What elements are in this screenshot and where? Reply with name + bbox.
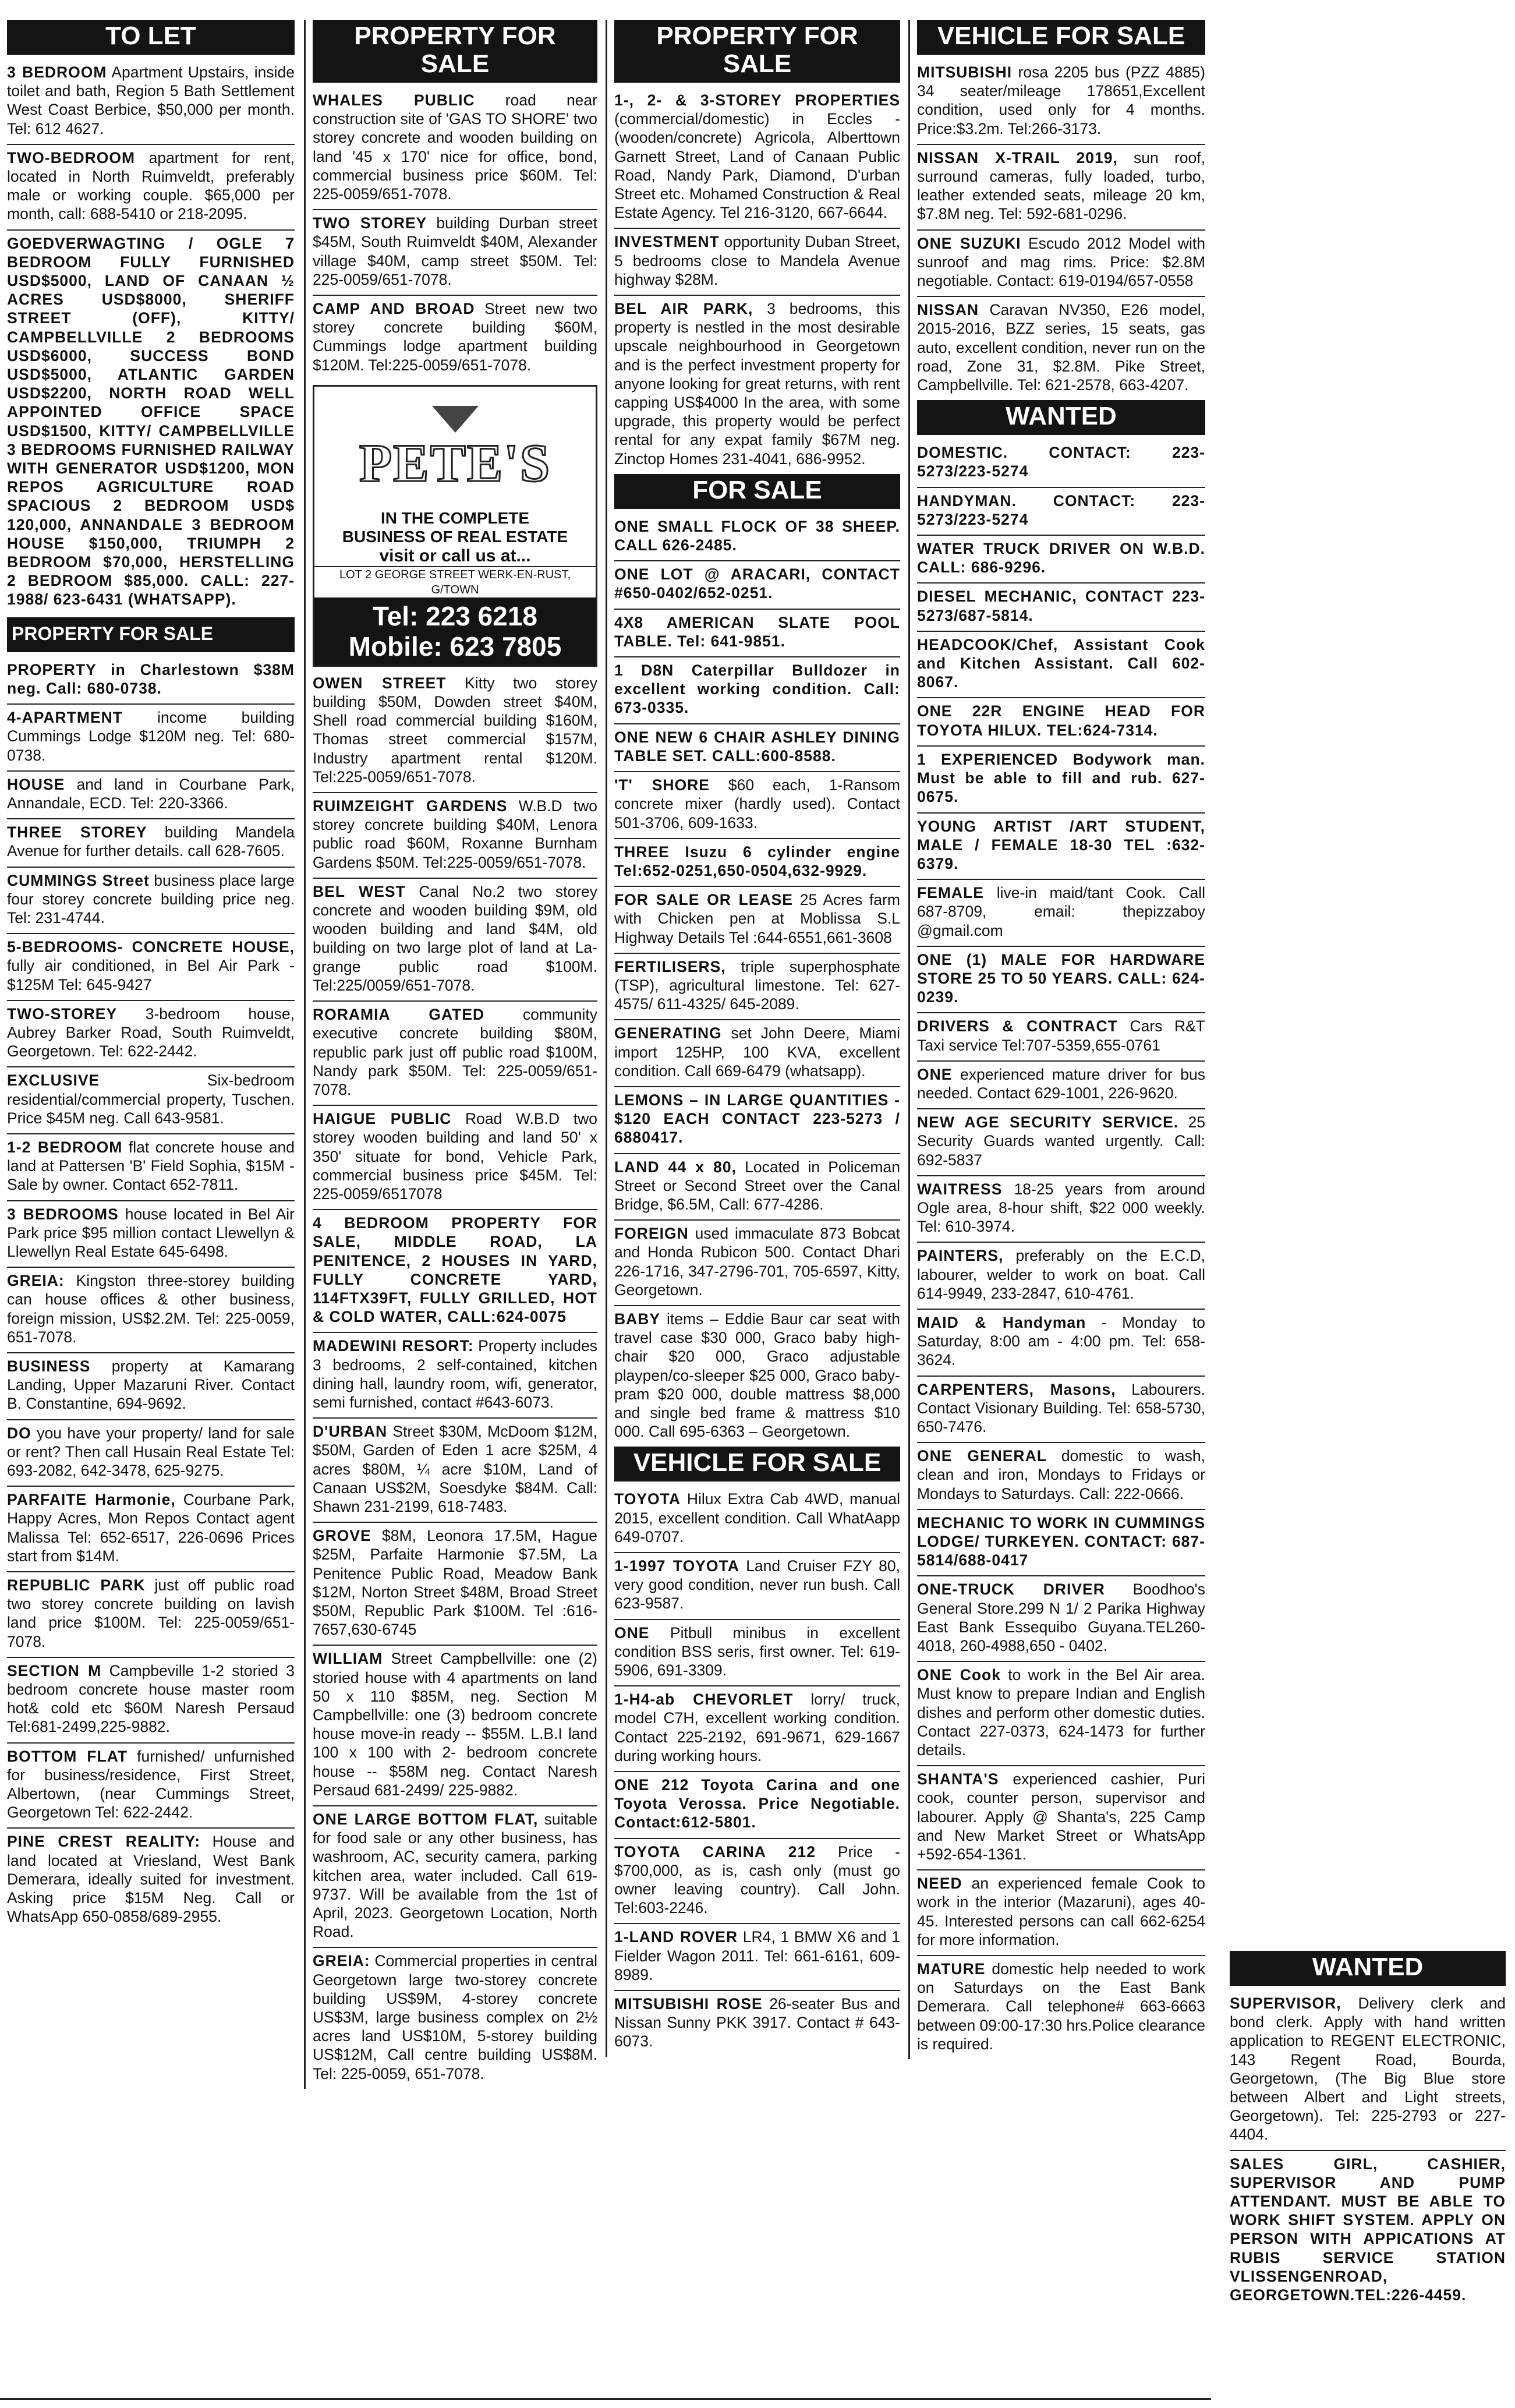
ad-text: 4 BEDROOM PROPERTY FOR SALE, MIDDLE ROAD, LA PENITENCE, 2 HOUSES IN YARD, FULLY CONCRETE YARD, 114FTX39FT, FULLY GRILLED, HOT & COLD WATER, CALL:624-0075 <box>313 1214 597 1326</box>
ad-lead: GROVE <box>313 1527 371 1545</box>
classified-ad <box>917 697 1205 739</box>
ad-lead: NISSAN <box>917 301 979 319</box>
classified-ad <box>313 1105 597 1203</box>
ad-text: road near construction site of 'GAS TO SHORE' two storey concrete and wooden building on land '45 x 170' nice for office, bond, commercial business price $60M. Tel: 225-0059/651-7078. <box>313 91 597 203</box>
classified-ad <box>313 91 597 203</box>
ad-lead: 1-1997 TOYOTA <box>614 1557 739 1575</box>
ad-lead: PARFAITE Harmonie, <box>7 1491 176 1509</box>
ad-text: community executive concrete building $80M, republic park just off public road $100M, Nandy park $50M. Tel: 225-0059/651-7078. <box>313 1006 597 1098</box>
classified-ad <box>7 63 295 138</box>
ad-lead: LAND 44 x 80, <box>614 1158 737 1176</box>
ad-lead: GREIA: <box>7 1272 65 1290</box>
ad-lead: NEW AGE SECURITY SERVICE. <box>917 1113 1179 1131</box>
ad-lead: BOTTOM FLAT <box>7 1747 128 1765</box>
ad-lead: MITSUBISHI <box>917 63 1013 81</box>
ad-text: Delivery clerk and bond clerk. Apply with hand written application to REGENT ELECTRONIC, 143 Regent Road, Bourda, Georgetown, (The Big Blue store between Albert and Light streets, Georgetown). Tel: 225-2793 or 227-4404. <box>1230 1995 1506 2144</box>
ad-text: DOMESTIC. CONTACT: 223-5273/223-5274 <box>917 444 1205 480</box>
ad-lead: TWO STOREY <box>313 214 427 232</box>
ad-text: property at Kamarang Landing, Upper Mazaruni River. Contact B. Constantine, 694-9692. <box>7 1357 295 1413</box>
ad-text: LR4, 1 BMW X6 and 1 Fielder Wagon 2011. Tel: 661-6161, 609-8989. <box>614 1928 900 1983</box>
ad-text: - Monday to Saturday, 8:00 am - 4:00 pm. Tel: 658-3624. <box>917 1313 1205 1369</box>
ad-text: Labourers. Contact Visionary Building. Tel: 658-5730, 650-7476. <box>917 1380 1205 1435</box>
classified-ad <box>614 517 900 554</box>
property-ads-col1 <box>7 660 295 1932</box>
ad-text: experienced mature driver for bus needed. Contact 629-1001, 226-9620. <box>917 1065 1205 1102</box>
ad-lead: BEL AIR PARK, <box>614 300 753 318</box>
ad-lead: DRIVERS & CONTRACT <box>917 1017 1118 1035</box>
ad-text: Caravan NV350, E26 model, 2015-2016, BZZ series, 15 seats, gas auto, excellent condition, never run on the road, Zone 31, $2.8M. Pike Street, Campbellville. Tel: 621-2578, 663-4207. <box>917 301 1205 394</box>
ad-text: flat concrete house and land at Pattersen 'B' Field Sophia, $15M - Sale by owner. Contact 652-7811. <box>7 1138 295 1194</box>
ad-lead: TOYOTA CARINA 212 <box>614 1843 816 1861</box>
ad-text: Apartment Upstairs, inside toilet and bath, Region 5 Bath Settlement West Coast Berbice, $50,000 per month. Tel: 612 4627. <box>7 63 295 137</box>
classified-ad <box>917 582 1205 624</box>
ad-text: Courbane Park, Happy Acres, Mon Repos Contact agent Malissa Tel: 652-6517, 226-0696 Prices start from $14M. <box>7 1491 295 1565</box>
column-4 <box>908 20 1211 2059</box>
ad-lead: ONE <box>917 1065 953 1083</box>
ad-text: opportunity Duban Street, 5 bedrooms close to Mandela Avenue highway $28M. <box>614 233 900 288</box>
arrow-icon <box>432 406 479 433</box>
ad-text: 1 EXPERIENCED Bodywork man. Must be able to fill and rub. 627-0675. <box>917 750 1205 806</box>
classified-ad <box>7 1133 295 1194</box>
ad-lead: TWO-BEDROOM <box>7 148 136 167</box>
classified-ad <box>313 674 597 786</box>
classified-ad <box>614 838 900 880</box>
classified-ad <box>614 1771 900 1832</box>
ad-lead: PINE CREST REALITY: <box>7 1833 201 1851</box>
classified-ad <box>917 1012 1205 1054</box>
ad-text: fully air conditioned, in Bel Air Park - $125M Tel: 645-9427 <box>7 957 295 993</box>
ad-lead: FOR SALE OR LEASE <box>614 891 793 909</box>
ad-lead: GREIA: <box>313 1952 370 1970</box>
classified-ad <box>917 229 1205 291</box>
classified-ad <box>614 886 900 947</box>
ad-lead: MADEWINI RESORT: <box>313 1337 474 1355</box>
ad-text: ONE (1) MALE FOR HARDWARE STORE 25 TO 50 YEARS. CALL: 624-0239. <box>917 950 1205 1006</box>
logo-line-3: visit or call us at... <box>379 546 531 565</box>
ad-lead: 'T' SHORE <box>614 776 710 794</box>
classified-ad <box>614 228 900 289</box>
classified-ad <box>7 1657 295 1737</box>
ad-text: Kingston three-storey building can house offices & other business, foreign mission, US$2.2M. Tel: 225-0059, 651-7078. <box>7 1272 295 1346</box>
classified-ad <box>917 1309 1205 1370</box>
logo-mobile: Mobile: 623 7805 <box>348 631 562 662</box>
ad-lead: 3 BEDROOMS <box>7 1205 119 1223</box>
classified-ad <box>917 1765 1205 1864</box>
ad-text: 1 D8N Caterpillar Bulldozer in excellent working condition. Call: 673-0335. <box>614 662 900 717</box>
ad-lead: PAINTERS, <box>917 1247 1004 1265</box>
ad-text: (commercial/domestic) in Eccles - (wooden/concrete) Agricola, Alberttown Garnett Street, Land of Canaan Public Road, Nandy Park, Diamond, D'urban Street etc. Mohamed Construction & Real Estate Agency. Tel 216-3120, 667-6644. <box>614 110 900 222</box>
ad-text: 26-seater Bus and Nissan Sunny PKK 3917. Contact # 643-6073. <box>614 1995 900 2050</box>
classified-ad <box>313 1209 597 1326</box>
ad-text: you have your property/ land for sale or rent? Then call Husain Real Estate Tel: 693-2082, 642-3478, 625-9275. <box>7 1424 295 1479</box>
column-5 <box>1223 1951 1512 2310</box>
ad-text: MECHANIC TO WORK IN CUMMINGS LODGE/ TURKEYEN. CONTACT: 687-5814/688-0417 <box>917 1514 1205 1569</box>
classified-ad <box>917 487 1205 529</box>
classified-ad <box>614 1490 900 1546</box>
classified-ad <box>917 631 1205 692</box>
ad-lead: 1-H4-ab CHEVORLET <box>614 1691 794 1709</box>
ad-lead: HOUSE <box>7 775 65 793</box>
ad-lead: CAMP AND BROAD <box>313 300 475 318</box>
ad-text: Hilux Extra Cab 4WD, manual 2015, excellent condition. Call WhatAapp 649-0707. <box>614 1490 900 1546</box>
classified-ad <box>614 1086 900 1147</box>
classified-ad <box>614 1838 900 1918</box>
section-header-property-for-sale-2: PROPERTY FOR SALE <box>313 20 597 83</box>
ad-lead: ONE LARGE BOTTOM FLAT, <box>313 1811 539 1829</box>
wanted-ads-col5 <box>1230 1994 1506 2310</box>
ad-text: WATER TRUCK DRIVER ON W.B.D. CALL: 686-9296. <box>917 540 1205 577</box>
ad-lead: ONE Cook <box>917 1666 1001 1684</box>
classified-ad <box>614 1219 900 1299</box>
section-header-vehicle-for-sale-2: VEHICLE FOR SALE <box>917 20 1205 55</box>
ad-text: SALES GIRL, CASHIER, SUPERVISOR AND PUMP ATTENDANT. MUST BE ABLE TO WORK SHIFT SYSTEM. APPLY ON PERSON WITH APPICATIONS AT RUBIS SERVICE STATION VLISSENGENROAD, GEORGETOWN.TEL:226-4459. <box>1230 2155 1506 2304</box>
ad-lead: 3 BEDROOM <box>7 63 107 81</box>
classified-ad <box>917 1376 1205 1437</box>
vehicle-ads-col4 <box>917 63 1205 400</box>
ad-text: 18-25 years from around Ogle area, 8-hour shift, $22 000 weekly. Tel: 610-3974. <box>917 1180 1205 1236</box>
ad-text: Road W.B.D two storey wooden building and land 50' x 350' situate for bond, Vehicle Park, commercial business price $45M. Tel: 225-0059/6517078 <box>313 1110 597 1203</box>
ad-text: ONE NEW 6 CHAIR ASHLEY DINING TABLE SET. CALL:600-8588. <box>614 728 900 765</box>
ad-text: Boodhoo's General Store.299 N 1/ 2 Parika Highway East Bank Essequibo Guyana.TEL260-4018, 260-4988,650 - 0402. <box>917 1580 1205 1655</box>
ad-text: business place large four storey concrete building price neg. Tel: 231-4744. <box>7 871 295 927</box>
ad-text: ONE SMALL FLOCK OF 38 SHEEP. CALL 626-2485. <box>614 517 900 554</box>
classified-ad <box>614 1305 900 1441</box>
ad-lead: EXCLUSIVE <box>7 1072 100 1090</box>
ad-text: DIESEL MECHANIC, CONTACT 223-5273/687-5814. <box>917 588 1205 624</box>
ad-lead: SUPERVISOR, <box>1230 1995 1341 2012</box>
petes-real-estate-logo <box>313 385 597 667</box>
ad-text: 3 bedrooms, this property is nestled in the most desirable upscale neighbourhood in Georgetown and is the perfect investment property for anyone looking for great returns, with rent capping US$4000 In the area, with some upgrade, this property would be perfect rental for any expat family $67M neg. Zinctop Homes 231-4041, 686-9952. <box>614 300 900 468</box>
ad-text: Street new two storey concrete building $60M, Cummings lodge apartment building $120M. Tel:225-0059/651-7078. <box>313 300 597 374</box>
classified-ad <box>917 1869 1205 1949</box>
bottom-rule <box>0 2398 1211 2400</box>
ad-lead: THREE STOREY <box>7 823 147 841</box>
logo-address: LOT 2 GEORGE STREET WERK-EN-RUST, G/TOWN <box>314 566 596 597</box>
logo-line-2: BUSINESS OF REAL ESTATE <box>342 527 568 546</box>
ad-text: GOEDVERWAGTING / OGLE 7 BEDROOM FULLY FURNISHED USD$5000, LAND OF CANAAN ½ ACRES USD$8000, SHERIFF STREET (OFF), KITTY/ CAMPBELLVILLE 2 BEDROOMS USD$6000, SUCCESS BOND USD$5000, ATLANTIC GARDEN USD$2200, NORTH ROAD WELL APPOINTED OFFICE SPACE USD$1500, KITTY/ CAMPBELLVILLE 3 BEDROOMS FURNISHED RAILWAY WITH GENERATOR USD$1200, MON REPOS AGRICULTURE ROAD SPACIOUS 2 BEDROOM USD$ 120,000, ANNANDALE 3 BEDROOM HOUSE $150,000, TRIUMPH 2 BEDROOM $70,000, HERSTELLING 2 BEDROOM $85,000. CALL: 227-1988/ 623-6431 (WHATSAPP). <box>7 234 295 609</box>
classified-ad <box>917 296 1205 394</box>
column-2 <box>304 20 603 2089</box>
classified-ad <box>614 953 900 1014</box>
ad-lead: NISSAN X-TRAIL 2019, <box>917 148 1118 167</box>
classified-ad <box>614 1153 900 1214</box>
ad-text: domestic to wash, clean and iron, Mondays to Fridays or Mondays to Saturdays. Call: 222-0666. <box>917 1447 1205 1502</box>
ad-lead: ONE <box>614 1624 650 1642</box>
classified-ad <box>7 933 295 994</box>
ad-text: 4X8 AMERICAN SLATE POOL TABLE. Tel: 641-9851. <box>614 613 900 650</box>
classified-ad <box>917 1442 1205 1503</box>
ad-lead: MATURE <box>917 1960 986 1978</box>
classified-ad <box>7 229 295 609</box>
classified-ad <box>917 1955 1205 2053</box>
classified-ad <box>7 1352 295 1413</box>
ad-text: income building Cummings Lodge $120M neg. Tel: 680-0738. <box>7 709 295 764</box>
ad-text: YOUNG ARTIST /ART STUDENT, MALE / FEMALE 18-30 TEL :632-6379. <box>917 817 1205 872</box>
classified-ad <box>917 443 1205 480</box>
ad-text: Street $30M, McDoom $12M, $50M, Garden of Eden 1 acre $25M, 4 acres $80M, ¼ acre $10M, Land of Canaan US$2M, Soesdyke $84M. Call: Shawn 231-2199, 618-7483. <box>313 1423 597 1515</box>
classified-ad <box>313 1645 597 1799</box>
logo-phones <box>314 597 596 665</box>
ad-text: experienced cashier, Puri cook, counter person, supervisor and labourer. Apply @ Shanta's, 225 Camp and New Market Street or WhatsApp +592-654-1361. <box>917 1770 1205 1864</box>
ad-text: used immaculate 873 Bobcat and Honda Rubicon 500. Contact Dhari 226-1716, 347-2796-701, 705-6597, Kitty, Georgetown. <box>614 1225 900 1299</box>
classified-ad <box>7 770 295 812</box>
ad-text: triple superphosphate (TSP), agricultural limestone. Tel: 627-4575/ 611-4325/ 645-2089. <box>614 957 900 1013</box>
to-let-ads <box>7 63 295 615</box>
ad-lead: 1-LAND ROVER <box>614 1928 738 1946</box>
classified-ad <box>917 144 1205 224</box>
classified-ad <box>917 1108 1205 1169</box>
ad-lead: INVESTMENT <box>614 233 720 251</box>
classified-ad <box>614 1552 900 1613</box>
ad-text: lorry/ truck, model C7H, excellent working condition. Contact 225-2192, 691-9671, 629-1667 during working hours. <box>614 1691 900 1765</box>
ad-text: Commercial properties in central Georgetown large two-storey concrete building US$9M, 4-storey concrete US$3M, large business complex on 2½ acres land US$10M, 5-storey building US$12M, Call centre building US$8M. Tel: 225-0059, 651-7078. <box>313 1952 597 2082</box>
ad-text: $60 each, 1-Ransom concrete mixer (hardly used). Contact 501-3706, 609-1633. <box>614 776 900 832</box>
ad-text: Property includes 3 bedrooms, 2 self-contained, kitchen dining hall, laundry room, wifi, generator, semi furnished, contact #643-6073. <box>313 1337 597 1411</box>
ad-text: Campbeville 1-2 storied 3 bedroom concrete house master room hot& cold etc $60M Naresh Persaud Tel:681-2499,225-9882. <box>7 1661 295 1736</box>
classified-ad <box>1230 1994 1506 2144</box>
ad-text: 25 Acres farm with Chicken pen at Moblissa S.L Highway Details Tel :644-6551,661-3608 <box>614 891 900 946</box>
classified-ad <box>313 1417 597 1516</box>
ad-text: ONE 22R ENGINE HEAD FOR TOYOTA HILUX. TEL:624-7314. <box>917 702 1205 739</box>
ad-text: 3-bedroom house, Aubrey Barker Road, South Ruimveldt, Georgetown. Tel: 622-2442. <box>7 1005 295 1060</box>
ad-text: items – Eddie Baur car seat with travel case $30 000, Graco baby high-chair $20 000, Graco adjustable playpen/co-sleeper $25 000, Graco baby-pram $20 000, double mattress $8,000 and single bed frame & mattress $10 000. Call 695-6363 – Georgetown. <box>614 1310 900 1441</box>
ad-text: ONE LOT @ ARACARI, CONTACT #650-0402/652-0251. <box>614 565 900 602</box>
ad-text: live-in maid/tant Cook. Call 687-8709, email: thepizzaboy @gmail.com <box>917 884 1205 939</box>
classified-ad <box>614 560 900 602</box>
ad-lead: WHALES PUBLIC <box>313 91 475 109</box>
section-header-property-for-sale: PROPERTY FOR SALE <box>7 617 295 652</box>
ad-text: ONE 212 Toyota Carina and one Toyota Verossa. Price Negotiable. Contact:612-5801. <box>614 1776 900 1831</box>
ad-lead: 5-BEDROOMS- CONCRETE HOUSE, <box>7 938 295 956</box>
for-sale-ads <box>614 517 900 1447</box>
logo-tel: Tel: 223 6218 <box>372 600 537 631</box>
classified-ad <box>614 1923 900 1984</box>
section-header-for-sale: FOR SALE <box>614 474 900 509</box>
ad-text: just off public road two storey concrete building on lavish land price $100M. Tel: 225-0059/651-7078. <box>7 1576 295 1650</box>
classified-ad <box>7 703 295 765</box>
ad-lead: FOREIGN <box>614 1225 689 1243</box>
ad-lead: TWO-STOREY <box>7 1005 118 1023</box>
ad-text: W.B.D two storey concrete building $40M, Lenora public road $60M, Roxanne Burnham Gardens $50M. Tel:225-0059/651-7078. <box>313 797 597 871</box>
ad-text: House and land located at Vriesland, West Bank Demerara, ideally suited for investment. Asking price $15M Neg. Call or WhatsApp 650-0858/689-2955. <box>7 1833 295 1926</box>
classified-ad <box>313 209 597 289</box>
ad-text: Price - $700,000, as is, cash only (must go owner leaving country). Call John. Tel:603-2246. <box>614 1843 900 1917</box>
ad-lead: ONE-TRUCK DRIVER <box>917 1580 1105 1599</box>
section-header-property-for-sale-3: PROPERTY FOR SALE <box>614 20 900 83</box>
classified-ad <box>614 1619 900 1680</box>
ad-text: PROPERTY in Charlestown $38M neg. Call: 680-0738. <box>7 660 295 697</box>
logo-line-1: IN THE COMPLETE <box>380 508 530 527</box>
ad-text: THREE Isuzu 6 cylinder engine Tel:652-0251,650-0504,632-9929. <box>614 843 900 879</box>
property-ads-col3 <box>614 91 900 474</box>
classified-ad <box>313 878 597 995</box>
ad-text: HANDYMAN. CONTACT: 223-5273/223-5274 <box>917 491 1205 528</box>
ad-text: building Mandela Avenue for further details. call 628-7605. <box>7 823 295 860</box>
classified-ad <box>7 1571 295 1651</box>
classified-ad <box>7 867 295 928</box>
ad-lead: MITSUBISHI ROSE <box>614 1995 763 2013</box>
ad-lead: CUMMINGS Street <box>7 871 150 889</box>
ad-lead: FEMALE <box>917 884 984 902</box>
ad-text: Cars R&T Taxi service Tel:707-5359,655-0761 <box>917 1017 1205 1054</box>
ad-lead: OWEN STREET <box>313 674 447 692</box>
ad-text: Canal No.2 two storey concrete and wooden building $9M, old wooden building and land $4M, old building on two large plot of land at La-grange public road $100M. Tel:225/0059/651-7078. <box>313 882 597 994</box>
vehicle-ads-col3 <box>614 1490 900 2056</box>
section-header-wanted: WANTED <box>917 400 1205 435</box>
ad-text: Six-bedroom residential/commercial property, Tuschen. Price $45M neg. Call 643-9581. <box>7 1072 295 1127</box>
classified-ad <box>614 771 900 832</box>
ad-lead: WILLIAM <box>313 1650 383 1668</box>
classified-ad <box>313 1805 597 1941</box>
ad-text: Land Cruiser FZY 80, very good condition, never run bush. Call 623-9587. <box>614 1557 900 1613</box>
section-header-wanted-2: WANTED <box>1230 1951 1506 1986</box>
ad-text: domestic help needed to work on Saturdays on the East Bank Demerara. Call telephone# 663-6663 between 09:00-17:30 hrs.Police clearance is required. <box>917 1960 1205 2053</box>
ad-lead: D'URBAN <box>313 1423 388 1441</box>
classified-ad <box>7 1200 295 1261</box>
ad-lead: SHANTA'S <box>917 1770 999 1788</box>
ad-lead: 1-, 2- & 3-STOREY PROPERTIES <box>614 91 900 109</box>
ad-text: suitable for food sale or any other business, has washroom, AC, security camera, parking kitchen area, water included. Call 619-9737. Will be available from the 1st of April, 2023. Georgetown Location, North Road. <box>313 1811 597 1941</box>
ad-lead: BABY <box>614 1310 661 1328</box>
ad-lead: HAIGUE PUBLIC <box>313 1110 452 1128</box>
ad-text: sun roof, surround cameras, fully loaded, turbo, leather extended seats, mileage 20 km, $7.8M neg. Tel: 592-681-0296. <box>917 148 1205 223</box>
classified-ad <box>313 1332 597 1412</box>
ad-lead: ONE GENERAL <box>917 1447 1047 1465</box>
ad-lead: ONE SUZUKI <box>917 234 1021 252</box>
classified-ad <box>614 609 900 650</box>
ad-text: house located in Bel Air Park price $95 million contact Llewellyn & Llewellyn Real Estate 645-6498. <box>7 1205 295 1260</box>
ad-lead: GENERATING <box>614 1024 722 1042</box>
ad-text: building Durban street $45M, South Ruimveldt $40M, Alexander village $40M, camp street $50M. Tel: 225-0059/651-7078. <box>313 214 597 288</box>
ad-lead: FERTILISERS, <box>614 957 726 975</box>
classified-ad <box>614 1685 900 1765</box>
ad-text: 25 Security Guards wanted urgently. Call: 692-5837 <box>917 1113 1205 1169</box>
classified-ad <box>614 91 900 222</box>
classified-ad <box>917 879 1205 940</box>
ad-lead: CARPENTERS, Masons, <box>917 1380 1116 1398</box>
classified-ad <box>7 1742 295 1822</box>
ad-text: rosa 2205 bus (PZZ 4885) 34 seater/mileage 178651,Excellent condition, used only for 4 months. Price:$3.2m. Tel:266-3173. <box>917 63 1205 137</box>
classified-ad <box>1230 2150 1506 2305</box>
classified-ad <box>917 535 1205 577</box>
ad-lead: 1-2 BEDROOM <box>7 1138 123 1156</box>
classified-ad <box>917 812 1205 874</box>
ad-text: to work in the Bel Air area. Must know to prepare Indian and English dishes and perform other domestic duties. Contact 227-0373, 624-1473 for further details. <box>917 1666 1205 1759</box>
ad-lead: NEED <box>917 1875 962 1893</box>
ad-text: set John Deere, Miami import 125HP, 100 KVA, excellent condition. Call 669-6479 (whatsapp). <box>614 1024 900 1080</box>
classified-ad <box>614 1019 900 1080</box>
classified-ad <box>614 723 900 765</box>
classified-ad <box>917 1661 1205 1759</box>
ad-lead: RORAMIA GATED <box>313 1006 485 1024</box>
property-ads-col2-top <box>313 91 597 380</box>
classified-ad <box>917 1509 1205 1570</box>
classified-ad <box>7 1066 295 1127</box>
classified-ad <box>7 1827 295 1926</box>
ad-lead: SECTION M <box>7 1661 102 1679</box>
ad-text: and land in Courbane Park, Annandale, ECD. Tel: 220-3366. <box>7 775 295 812</box>
column-1 <box>2 20 300 1932</box>
classified-ad <box>7 818 295 860</box>
classified-ad <box>917 745 1205 807</box>
ad-lead: DO <box>7 1424 31 1442</box>
ad-text: $8M, Leonora 17.5M, Hague $25M, Parfaite Harmonie $7.5M, La Penitence Public Road, Meadow Bank $12M, Norton Street $48M, Broad Street $50M, Republic Park $100M. Tel :616-7657,630-6745 <box>313 1527 597 1639</box>
ad-text: Kitty two storey building $50M, Dowden street $40M, Shell road commercial building $160M, Thomas street commercial $157M, Industry apartment rental $120M. Tel:225-0059/651-7078. <box>313 674 597 786</box>
classified-ad <box>917 1575 1205 1655</box>
classified-ad <box>7 144 295 224</box>
ad-lead: REPUBLIC PARK <box>7 1576 146 1594</box>
classified-ad <box>917 63 1205 138</box>
classified-ad <box>313 792 597 872</box>
ad-lead: RUIMZEIGHT GARDENS <box>313 797 508 815</box>
logo-name: PETE'S <box>359 433 551 493</box>
ad-lead: MAID & Handyman <box>917 1313 1086 1331</box>
classified-ad <box>313 295 597 374</box>
ad-text: apartment for rent, located in North Ruimveldt, preferably male or working couple. $65,000 per month, call: 688-5410 or 218-2095. <box>7 148 295 223</box>
classified-ad <box>614 1990 900 2051</box>
ad-text: an experienced female Cook to work in the interior (Mazaruni), ages 40-45. Interested persons can call 662-6254 for more information. <box>917 1875 1205 1949</box>
classified-ad <box>7 1486 295 1565</box>
classified-ad <box>917 1242 1205 1303</box>
wanted-ads-col4 <box>917 443 1205 2059</box>
classified-ad <box>614 295 900 468</box>
ad-text: Pitbull minibus in excellent condition BSS seris, first owner. Tel: 619-5906, 691-3309. <box>614 1624 900 1679</box>
ad-text: Street Campbellville: one (2) storied house with 4 apartments on land 50 x 110 $85M, neg. Section M Campbellville: one (3) bedroom concrete house move-in ready -- $55M. L.B.I land 100 x 100 with 2- bedroom concrete house -- $58M neg. Contact Naresh Persaud 681-2499/ 225-9882. <box>313 1650 597 1799</box>
classified-ad <box>313 1947 597 2082</box>
column-3 <box>606 20 906 2057</box>
ad-text: Escudo 2012 Model with sunroof and mag rims. Price: $2.8M negotiable. Contact: 619-0194/657-0558 <box>917 234 1205 290</box>
classified-ad <box>313 1000 597 1099</box>
ad-text: Located in Policeman Street or Second Street over the Canal Bridge, $6.5M, Call: 677-4286. <box>614 1158 900 1213</box>
ad-lead: BEL WEST <box>313 882 406 900</box>
ad-text: LEMONS – IN LARGE QUANTITIES - $120 EACH CONTACT 223-5273 / 6880417. <box>614 1091 900 1147</box>
ad-text: furnished/ unfurnished for business/residence, First Street, Albertown, (near Cummings Street, Georgetown Tel: 622-2442. <box>7 1747 295 1822</box>
classified-ad <box>313 1522 597 1639</box>
section-header-to-let: TO LET <box>7 20 295 55</box>
logo-art <box>314 387 596 509</box>
classified-ad <box>7 1267 295 1346</box>
ad-lead: BUSINESS <box>7 1357 91 1375</box>
ad-text: HEADCOOK/Chef, Assistant Cook and Kitchen Assistant. Call 602-8067. <box>917 635 1205 691</box>
ad-lead: 4-APARTMENT <box>7 709 123 727</box>
ad-text: preferably on the E.C.D, labourer, welder to work on boat. Call 614-9949, 233-2847, 610-4761. <box>917 1247 1205 1302</box>
classified-ad <box>7 1000 295 1061</box>
ad-lead: WAITRESS <box>917 1180 1003 1198</box>
property-ads-col2-bottom <box>313 674 597 2089</box>
section-header-vehicle-for-sale: VEHICLE FOR SALE <box>614 1447 900 1481</box>
classified-ad <box>917 1175 1205 1236</box>
classified-ad <box>917 946 1205 1007</box>
classified-ad <box>614 656 900 717</box>
classified-ad <box>917 1060 1205 1102</box>
ad-lead: TOYOTA <box>614 1490 681 1508</box>
classified-ad <box>7 660 295 698</box>
classified-ad <box>7 1419 295 1480</box>
